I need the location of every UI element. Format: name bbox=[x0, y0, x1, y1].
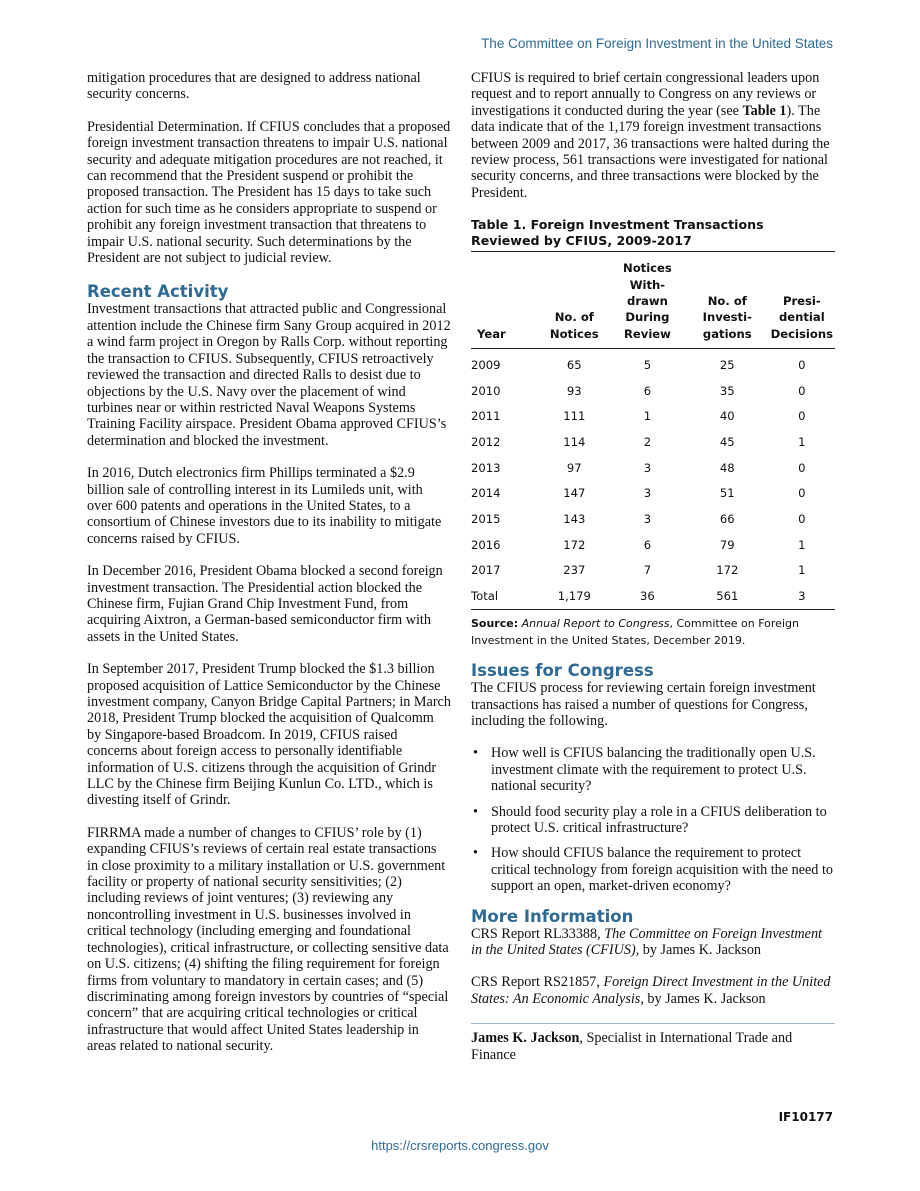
cell-investigations: 45 bbox=[719, 434, 735, 449]
list-item-text: How should CFIUS balance the requirement to protect critical technology from foreign acquisition with the need to support an open, market-driven economy? bbox=[491, 845, 833, 895]
cell-year: 2010 bbox=[471, 383, 501, 398]
header-withdrawn bbox=[609, 252, 686, 349]
header-decisions-line: Presi- bbox=[782, 294, 821, 309]
left-column bbox=[87, 70, 451, 1071]
author-name: James K. Jackson bbox=[471, 1030, 580, 1047]
cell-withdrawn: 3 bbox=[643, 486, 652, 501]
header-decisions-line: Decisions bbox=[770, 326, 833, 341]
cell-notices: 237 bbox=[563, 563, 586, 578]
cell-investigations: 25 bbox=[719, 357, 735, 372]
right-column bbox=[471, 70, 835, 1079]
cell-investigations: 48 bbox=[719, 460, 735, 475]
reference-rl33388 bbox=[471, 926, 835, 959]
heading-issues-for-congress: Issues for Congress bbox=[471, 661, 654, 681]
reference-suffix: , by James K. Jackson bbox=[635, 942, 762, 959]
header-withdrawn-line: During bbox=[625, 310, 670, 325]
cell-notices: 147 bbox=[563, 486, 586, 501]
cell-notices: 172 bbox=[563, 537, 586, 552]
cell-investigations: 561 bbox=[716, 589, 739, 604]
cell-withdrawn: 7 bbox=[643, 563, 652, 578]
bullet-icon: • bbox=[473, 745, 478, 762]
reporting-text-start: CFIUS is required to brief certain congressional leaders upon request and to report annually to Congress on any reviews or investigations it conducted during the year (see bbox=[471, 70, 820, 119]
heading-more-information: More Information bbox=[471, 906, 634, 926]
list-item-text: Should food security play a role in a CFIUS deliberation to protect U.S. critical infrastructure? bbox=[491, 803, 827, 836]
cell-decisions: 0 bbox=[798, 486, 806, 501]
table-row bbox=[471, 404, 835, 430]
cell-withdrawn: 2 bbox=[643, 434, 652, 449]
header-year: Year bbox=[477, 326, 506, 341]
paragraph-firrma: FIRRMA made a number of changes to CFIUS’ role by (1) expanding CFIUS’s reviews of certain real estate transactions in close proximity to a military installation or U.S. government facility or property of national security sensitivities; (2) including reviews of joint ventures; (3) reviewing any noncontrolling investment in U.S. businesses involved in critical technology (including emerging and foundational technologies), critical infrastructure, or collecting sensitive data on U.S. citizens; (4) shifting the filing requirement for foreign firms from voluntary to mandatory in certain cases; and (5) discriminating among foreign investors by countries of “special concern” that are acquiring critical technologies or critical infrastructure that would affect United States leadership in areas related to national security. bbox=[87, 824, 449, 1055]
cell-year: 2013 bbox=[471, 460, 501, 475]
table-row bbox=[471, 532, 835, 558]
cfius-transactions-table bbox=[471, 251, 835, 610]
issues-list bbox=[471, 745, 835, 894]
cell-decisions: 0 bbox=[798, 512, 806, 527]
reference-suffix: , by James K. Jackson bbox=[640, 990, 766, 1007]
cell-investigations: 40 bbox=[719, 409, 735, 424]
reference-prefix: CRS Report RS21857, bbox=[471, 974, 604, 991]
cell-year: 2016 bbox=[471, 537, 501, 552]
cell-year: 2009 bbox=[471, 357, 501, 372]
table-title: Table 1. Foreign Investment Transactions Reviewed by CFIUS, 2009-2017 bbox=[471, 217, 764, 249]
header-withdrawn-line: Review bbox=[623, 326, 671, 341]
cell-year: 2012 bbox=[471, 434, 501, 449]
cell-decisions: 0 bbox=[798, 460, 806, 475]
author-divider bbox=[471, 1023, 835, 1024]
reference-title: The Committee on Foreign Investment in the United States (CFIUS) bbox=[471, 925, 822, 959]
header-investigations bbox=[686, 252, 769, 349]
cell-notices: 1,179 bbox=[557, 589, 591, 604]
table-total-row bbox=[471, 583, 835, 609]
source-text: , Committee on Foreign Investment in the United States, December 2019. bbox=[471, 617, 799, 648]
header-withdrawn-line: drawn bbox=[627, 294, 668, 309]
paragraph-reporting bbox=[471, 70, 835, 201]
cell-withdrawn: 3 bbox=[643, 460, 652, 475]
cell-decisions: 3 bbox=[798, 589, 806, 604]
paragraph-mitigation: mitigation procedures that are designed to address national security concerns. bbox=[87, 70, 421, 103]
reference-rs21857 bbox=[471, 974, 835, 1007]
cell-year: 2017 bbox=[471, 563, 501, 578]
table-row bbox=[471, 349, 835, 378]
cell-year: 2015 bbox=[471, 512, 501, 527]
author-role: , Specialist in International Trade and Finance bbox=[471, 1030, 793, 1063]
table-row bbox=[471, 481, 835, 507]
table-row bbox=[471, 378, 835, 404]
table-reference: Table 1 bbox=[742, 102, 787, 119]
paragraph-phillips: In 2016, Dutch electronics firm Phillips terminated a $2.9 billion sale of controlling interest in its Lumileds unit, with over 600 patents and operations in the United States, to a consortium of Chinese investors due to its inability to mitigate concerns raised by CFIUS. bbox=[87, 465, 442, 547]
cell-notices: 114 bbox=[563, 434, 586, 449]
running-header: The Committee on Foreign Investment in the United States bbox=[481, 36, 833, 51]
source-label: Source: bbox=[471, 617, 519, 631]
bullet-icon: • bbox=[473, 803, 478, 820]
list-item-text: How well is CFIUS balancing the traditionally open U.S. investment climate with the requirement to protect U.S. national security? bbox=[491, 745, 816, 795]
cell-notices: 111 bbox=[563, 409, 586, 424]
cell-decisions: 1 bbox=[798, 563, 806, 578]
cell-decisions: 1 bbox=[798, 537, 806, 552]
header-decisions bbox=[769, 252, 835, 349]
cell-withdrawn: 6 bbox=[643, 383, 652, 398]
author-block bbox=[471, 1030, 835, 1063]
header-investigations-line: Investi- bbox=[702, 310, 752, 325]
table-source-note bbox=[471, 615, 835, 649]
header-investigations-line: gations bbox=[702, 326, 752, 341]
paragraph-presidential-determination: Presidential Determination. If CFIUS concludes that a proposed foreign investment transaction threatens to impair U.S. national security and adequate mitigation procedures are not reached, it can recommend that the President suspend or prohibit the proposed transaction. The President has 15 days to take such action for such time as he considers appropriate to suspend or prohibit any foreign investment transaction that threatens to impair U.S. national security. Such determinations by the President are not subject to judicial review. bbox=[87, 118, 451, 267]
cell-investigations: 35 bbox=[719, 383, 735, 398]
heading-recent-activity: Recent Activity bbox=[87, 282, 229, 302]
header-notices-line: No. of bbox=[554, 310, 594, 325]
document-id: IF10177 bbox=[778, 1110, 833, 1124]
cell-notices: 65 bbox=[566, 357, 582, 372]
header-withdrawn-line: With- bbox=[629, 277, 666, 292]
reference-prefix: CRS Report RL33388, bbox=[471, 925, 605, 942]
header-decisions-line: dential bbox=[778, 310, 825, 325]
table-row bbox=[471, 429, 835, 455]
table-row bbox=[471, 558, 835, 584]
table-row bbox=[471, 506, 835, 532]
header-notices bbox=[540, 252, 609, 349]
cell-notices: 143 bbox=[563, 512, 586, 527]
list-item bbox=[471, 804, 835, 837]
cell-decisions: 0 bbox=[798, 409, 806, 424]
paragraph-issues-intro: The CFIUS process for reviewing certain foreign investment transactions has raised a number of questions for Congress, including the following. bbox=[471, 680, 816, 729]
cell-investigations: 51 bbox=[719, 486, 735, 501]
source-title: Annual Report to Congress bbox=[521, 617, 670, 631]
header-withdrawn-line: Notices bbox=[623, 261, 672, 276]
paragraph-ralls: Investment transactions that attracted public and Congressional attention include the Chinese firm Sany Group acquired in 2012 a wind farm project in Oregon by Ralls Corp. without reporting the transaction to CFIUS. Subsequently, CFIUS retroactively reviewed the transaction and directed Ralls to desist due to objections by the U.S. Navy over the placement of wind turbines near or within restricted Naval Weapons Systems Training Facility airspace. President Obama approved CFIUS’s determination and blocked the investment. bbox=[87, 301, 451, 449]
table-row bbox=[471, 455, 835, 481]
cell-decisions: 0 bbox=[798, 383, 806, 398]
bullet-icon: • bbox=[473, 845, 478, 862]
header-notices-line: Notices bbox=[549, 326, 599, 341]
cell-withdrawn: 36 bbox=[640, 589, 655, 604]
cell-notices: 93 bbox=[566, 383, 582, 398]
cell-investigations: 79 bbox=[719, 537, 735, 552]
cell-year: Total bbox=[471, 589, 499, 604]
cell-withdrawn: 1 bbox=[643, 409, 652, 424]
footer-url-link[interactable]: https://crsreports.congress.gov bbox=[371, 1138, 549, 1153]
paragraph-aixtron: In December 2016, President Obama blocked a second foreign investment transaction. The Presidential action blocked the Chinese firm, Fujian Grand Chip Investment Fund, from acquiring Aixtron, a German-based semiconductor firm with assets in the United States. bbox=[87, 563, 443, 645]
cell-withdrawn: 6 bbox=[643, 537, 652, 552]
cell-year: 2011 bbox=[471, 409, 501, 424]
cell-decisions: 1 bbox=[798, 434, 806, 449]
reporting-text-end: ). The data indicate that of the 1,179 foreign investment transactions between 2009 and 2017, 36 transactions were halted during the review process, 561 transactions were investigated for national security concerns, and three transactions were blocked by the President. bbox=[471, 102, 830, 201]
cell-notices: 97 bbox=[566, 460, 582, 475]
cell-year: 2014 bbox=[471, 486, 501, 501]
paragraph-lattice: In September 2017, President Trump blocked the $1.3 billion proposed acquisition of Lattice Semiconductor by the Chinese investment company, Canyon Bridge Capital Partners; in March 2018, President Trump blocked the acquisition of Qualcomm by Singapore-based Broadcom. In 2019, CFIUS raised concerns about foreign access to personally identifiable information of U.S. citizens through the acquisition of Grindr LLC by the Chinese firm Beijing Kunlun Co. LTD., which is divesting itself of Grindr. bbox=[87, 661, 451, 809]
cell-withdrawn: 3 bbox=[643, 512, 652, 527]
header-investigations-line: No. of bbox=[707, 294, 747, 309]
cell-investigations: 66 bbox=[719, 512, 735, 527]
reference-title: Foreign Direct Investment in the United States: An Economic Analysis bbox=[471, 974, 831, 1007]
cell-investigations: 172 bbox=[716, 563, 739, 578]
list-item bbox=[471, 745, 835, 794]
cell-withdrawn: 5 bbox=[643, 357, 652, 372]
table-header-row bbox=[471, 252, 835, 349]
cell-decisions: 0 bbox=[798, 357, 806, 372]
list-item bbox=[471, 845, 835, 894]
